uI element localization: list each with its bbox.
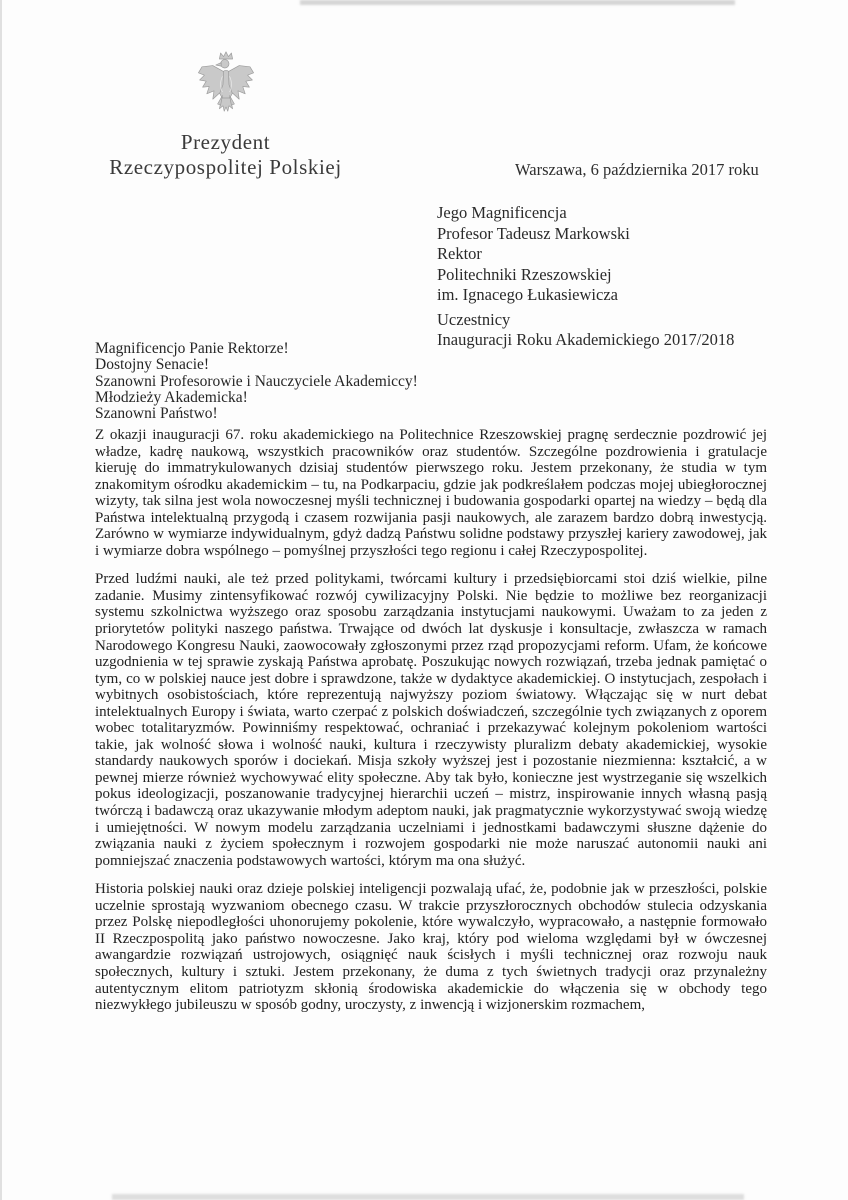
date-line: Warszawa, 6 października 2017 roku bbox=[515, 160, 759, 179]
letterhead-title-line2: Rzeczypospolitej Polskiej bbox=[109, 155, 342, 179]
body-paragraph: Historia polskiej nauki oraz dzieje polskiej inteligencji pozwalają ufać, że, podobnie jak w przeszłości, polskie uczelnie sprostają wyzwaniom obecnego czasu. W trakcie przyszłorocznych obchodów stulecia odzyskania przez Polskę niepodległości uhonorujemy pokolenie, które wywalczyło, wypracowało, a następnie formowało II Rzeczpospolitą jako państwo nowoczesne. Jako kraj, który pod wieloma względami był w ówczesnej awangardzie rozwiązań ustrojowych, osiągnięć nauk ścisłych i myśli technicznej oraz rozwoju nauk społecznych, kultury i sztuki. Jestem przekonany, że duma z tych świetnych tradycji oraz przynależny autentycznym elitom patriotyzm skłonią środowiska akademickie do włączenia się w obchody tego niezwykłego jubileuszu w sposób godny, uroczysty, z inwencją i wizjonerskim rozmachem, bbox=[95, 881, 767, 1014]
addressee-line: Profesor Tadeusz Markowski bbox=[437, 223, 630, 243]
scan-artifact-bottom bbox=[112, 1194, 744, 1200]
addressee-line: Rektor bbox=[437, 244, 482, 263]
letter-body bbox=[95, 427, 767, 1014]
salutation-line: Magnificencjo Panie Rektorze! bbox=[95, 340, 289, 357]
salutation-line: Młodzieży Akademicka! bbox=[95, 388, 248, 406]
addressee-line: Uczestnicy bbox=[437, 309, 511, 329]
body-paragraph: Przed ludźmi nauki, ale też przed politykami, twórcami kultury i przedsiębiorcami stoi dziś wielkie, pilne zadanie. Musimy zintensyfikować rozwój cywilizacyjny Polski. Nie będzie to możliwe bez reorganizacji systemu szkolnictwa wyższego oraz sposobu zarządzania instytucjami naukowymi. Uważam to za jeden z priorytetów polityki naszego państwa. Trwające od dwóch lat dyskusje i konsultacje, zwłaszcza w ramach Narodowego Kongresu Nauki, zaowocowały zgłoszonymi przez rząd propozycjami reform. Ufam, że końcowe uzgodnienia w tej sprawie zyskają Państwa aprobatę. Poszukując nowych rozwiązań, trzeba jednak pamiętać o tym, co w polskiej nauce jest dobre i sprawdzone, także w dydaktyce akademickiej. O instytucjach, zespołach i wybitnych osobistościach, które reprezentują najwyższy poziom światowy. Włączając się w nurt debat intelektualnych Europy i świata, warto czerpać z polskich doświadczeń, szczególnie tych związanych z oporem wobec totalitaryzmów. Powinniśmy respektować, ochraniać i przekazywać kolejnym pokoleniom wartości takie, jak wolność słowa i wolność nauki, kultura i rzeczywisty pluralizm debaty akademickiej, wysokie standardy naukowych sporów i dociekań. Misja szkoły wyższej jest i pozostanie niezmienna: kształcić, a w pewnej mierze również wychowywać elity społeczne. Aby tak było, konieczne jest wystrzeganie się wszelkich pokus ideologizacji, poszanowanie tradycyjnej hierarchii uczeń – mistrz, inspirowanie innych własną pasją twórczą i badawczą oraz ukazywanie młodym adeptom nauki, jak pragmatycznie wykorzystywać swoją wiedzę i umiejętności. W nowym modelu zarządzania uczelniami i jednostkami badawczymi słuszne dążenie do związania nauki z życiem społecznym i rozwojem gospodarki nie może naruszać autonomii nauki ani pomniejszać znaczenia podstawowych wartości, którym ma ona służyć. bbox=[95, 571, 767, 869]
scan-artifact-top bbox=[300, 0, 735, 5]
addressee-block bbox=[437, 203, 734, 351]
salutation-line: Szanowni Państwo! bbox=[95, 405, 218, 423]
addressee-line: Inauguracji Roku Akademickiego 2017/2018 bbox=[437, 330, 735, 349]
addressee-primary-group bbox=[437, 203, 734, 306]
addressee-line: Politechniki Rzeszowskiej bbox=[437, 264, 612, 284]
body-paragraph: Z okazji inauguracji 67. roku akademickiego na Politechnice Rzeszowskiej pragnę serdecznie pozdrowić jej władze, kadrę naukową, wszystkich pracowników oraz studentów. Szczególne pozdrowienia i gratulacje kieruję do immatrykulowanych dzisiaj studentów pierwszego roku. Jestem przekonany, że studia w tym znakomitym ośrodku akademickim – tu, na Podkarpaciu, gdzie jak podkreślałem podczas mojej ubiegłorocznej wizyty, tak silna jest wola nowoczesnej myśli technicznej i budowania gospodarki opartej na wiedzy – będą dla Państwa intelektualną przygodą i czasem rozwijania pasji naukowych, ale zarazem bardzo dobrą inwestycją. Zarówno w wymiarze indywidualnym, gdyż dadzą Państwu solidne podstawy przyszłej kariery zawodowej, jak i wymiarze dobra wspólnego – pomyślnej przyszłości tego regionu i całej Rzeczypospolitej. bbox=[95, 427, 767, 559]
salutation-line: Dostojny Senacie! bbox=[95, 356, 210, 374]
addressee-line: im. Ignacego Łukasiewicza bbox=[437, 285, 618, 304]
letterhead-title-line1: Prezydent bbox=[180, 130, 271, 154]
salutation-block bbox=[95, 341, 418, 422]
addressee-line: Jego Magnificencja bbox=[437, 203, 567, 222]
salutation-line: Szanowni Profesorowie i Nauczyciele Akademiccy! bbox=[95, 372, 418, 390]
addressee-secondary-group bbox=[437, 310, 734, 351]
letterhead bbox=[78, 50, 373, 180]
scan-artifact-left-edge bbox=[0, 0, 2, 1200]
polish-crowned-eagle-icon bbox=[196, 50, 256, 122]
